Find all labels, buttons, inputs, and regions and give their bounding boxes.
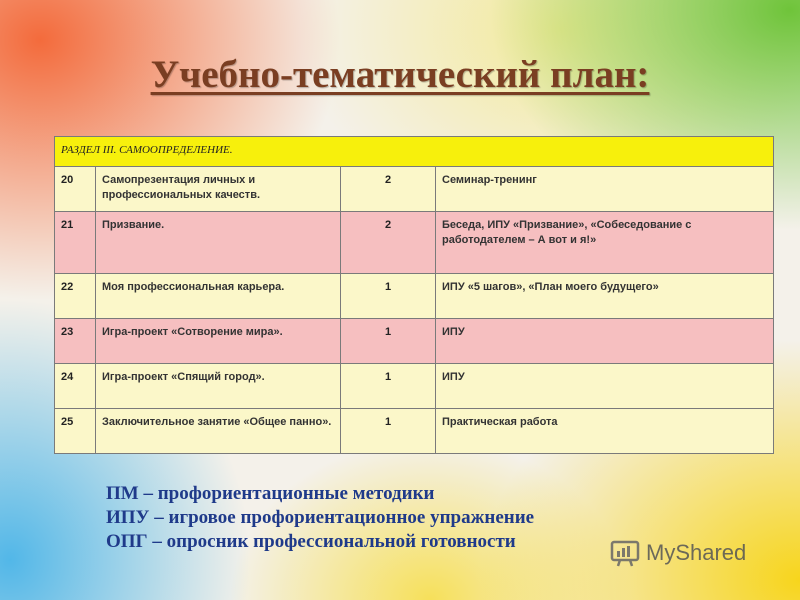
- row-number: 23: [55, 319, 96, 364]
- row-form: Семинар-тренинг: [436, 167, 774, 212]
- row-hours: 1: [341, 319, 436, 364]
- row-topic: Заключительное занятие «Общее панно».: [96, 409, 341, 454]
- row-form: Беседа, ИПУ «Призвание», «Собеседование с работодателем – А вот и я!»: [436, 212, 774, 274]
- row-hours: 1: [341, 274, 436, 319]
- row-number: 25: [55, 409, 96, 454]
- watermark-text: MyShared: [646, 540, 747, 565]
- row-form: ИПУ «5 шагов», «План моего будущего»: [436, 274, 774, 319]
- section-row: [55, 137, 774, 167]
- abbreviation-legend: [106, 482, 534, 554]
- table-row: [55, 212, 774, 274]
- table-row: [55, 319, 774, 364]
- table-row: [55, 364, 774, 409]
- row-form: ИПУ: [436, 319, 774, 364]
- row-number: 22: [55, 274, 96, 319]
- row-number: 20: [55, 167, 96, 212]
- legend-item: ИПУ – игровое профориентационное упражнение: [106, 507, 535, 528]
- page-title: Учебно-тематический план:: [150, 53, 650, 96]
- table-row: [55, 409, 774, 454]
- section-label: РАЗДЕЛ III. САМООПРЕДЕЛЕНИЕ.: [55, 137, 774, 167]
- row-topic: Игра-проект «Сотворение мира».: [96, 319, 341, 364]
- row-topic: Призвание.: [96, 212, 341, 274]
- watermark: [610, 538, 746, 568]
- row-hours: 1: [341, 364, 436, 409]
- row-number: 24: [55, 364, 96, 409]
- table-row: [55, 274, 774, 319]
- legend-item: ОПГ – опросник профессиональной готовности: [106, 531, 516, 552]
- row-hours: 1: [341, 409, 436, 454]
- row-topic: Самопрезентация личных и профессиональных качеств.: [96, 167, 341, 212]
- row-topic: Игра-проект «Спящий город».: [96, 364, 341, 409]
- row-form: Практическая работа: [436, 409, 774, 454]
- row-form: ИПУ: [436, 364, 774, 409]
- myshared-logo-icon: [610, 538, 640, 568]
- plan-table: [54, 136, 774, 454]
- row-hours: 2: [341, 167, 436, 212]
- row-topic: Моя профессиональная карьера.: [96, 274, 341, 319]
- table-row: [55, 167, 774, 212]
- row-hours: 2: [341, 212, 436, 274]
- row-number: 21: [55, 212, 96, 274]
- legend-item: ПМ – профориентационные методики: [106, 483, 435, 504]
